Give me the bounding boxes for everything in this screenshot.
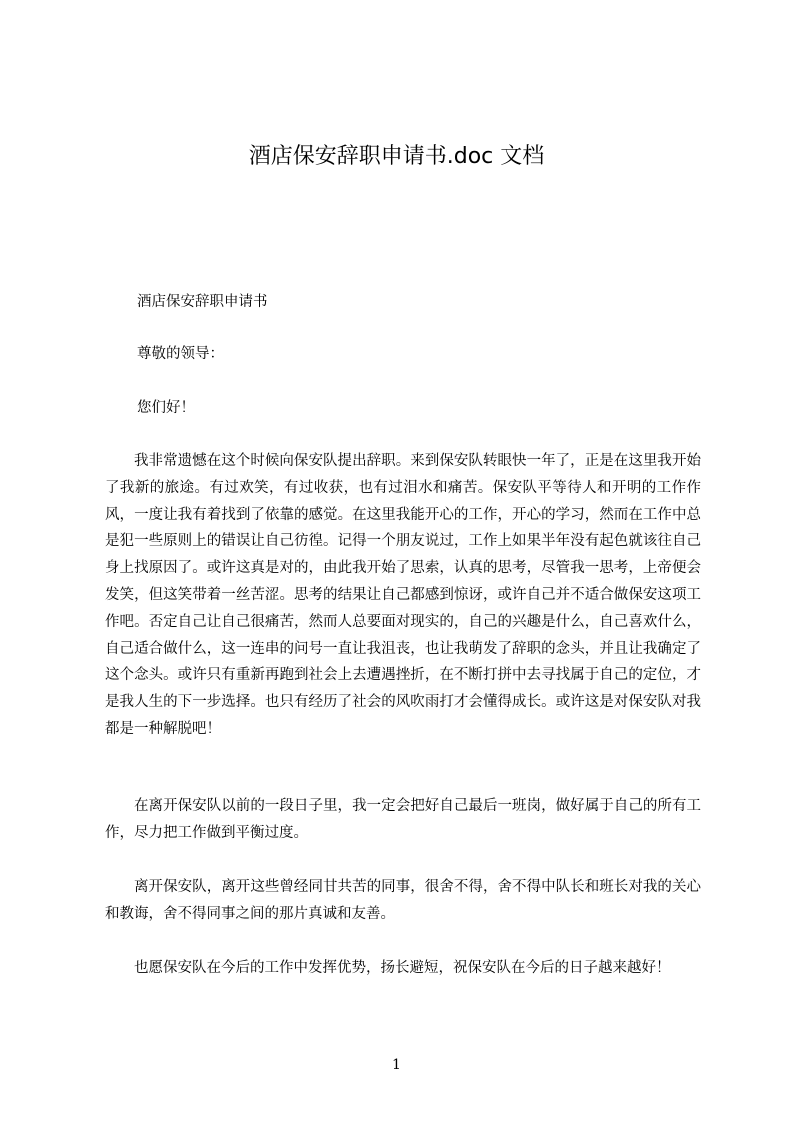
body-paragraph-3: 离开保安队，离开这些曾经同甘共苦的同事，很舍不得，舍不得中队长和班长对我的关心和教诲，舍不得同事之间的那片真诚和友善。 [105, 879, 701, 922]
body-paragraph-1: 我非常遗憾在这个时候向保安队提出辞职。来到保安队转眼快一年了，正是在这里我开始了我新的旅途。有过欢笑，有过收获，也有过泪水和痛苦。保安队平等待人和开明的工作作风，一度让我有着找到了依靠的感觉。在这里我能开心的工作，开心的学习，然而在工作中总是犯一些原则上的错误让自己彷徨。记得一个朋友说过，工作上如果半年没有起色就该往自己身上找原因了。或许这真是对的，由此我开始了思索，认真的思考，尽管我一思考，上帝便会发笑，但这笑带着一丝苦涩。思考的结果让自己都感到惊讶，或许自己并不适合做保安这项工作吧。否定自己让自己很痛苦，然而人总要面对现实的，自己的兴趣是什么，自己喜欢什么，自己适合做什么，这一连串的问号一直让我沮丧，也让我萌发了辞职的念头，并且让我确定了这个念头。或许只有重新再跑到社会上去遭遇挫折，在不断打拼中去寻找属于自己的定位，才是我人生的下一步选择。也只有经历了社会的风吹雨打才会懂得成长。或许这是对保安队对我都是一种解脱吧！ [105, 453, 701, 737]
page-number: 1 [392, 1057, 401, 1073]
greeting: 您们好！ [137, 400, 195, 416]
salutation: 尊敬的领导： [137, 346, 224, 362]
letter-heading: 酒店保安辞职申请书 [137, 294, 268, 310]
body-paragraph-2: 在离开保安队以前的一段日子里，我一定会把好自己最后一班岗，做好属于自己的所有工作，尽力把工作做到平衡过度。 [105, 798, 701, 841]
body-paragraph-4: 也愿保安队在今后的工作中发挥优势，扬长避短，祝保安队在今后的日子越来越好！ [134, 960, 671, 976]
document-title: 酒店保安辞职申请书.doc 文档 [248, 144, 545, 169]
